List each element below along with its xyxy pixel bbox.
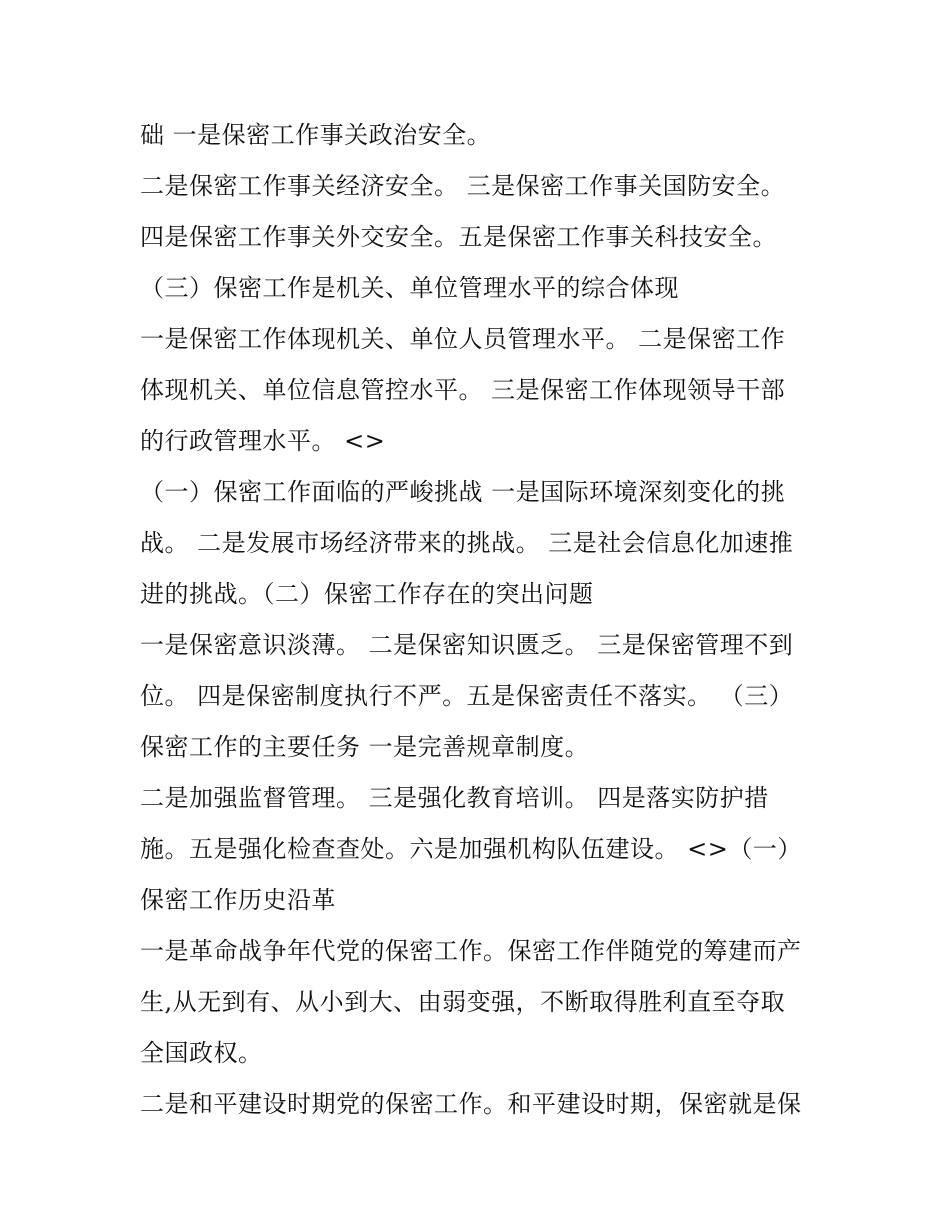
text-line: 一是保密工作体现机关、单位人员管理水平。 二是保密工作 xyxy=(140,325,786,353)
text-line: 体现机关、单位信息管控水平。 三是保密工作体现领导干部 xyxy=(140,376,786,404)
text-line: 保密工作历史沿革 xyxy=(140,886,336,914)
text-line: 全国政权。 xyxy=(140,1039,263,1067)
section-heading: （三）保密工作是机关、单位管理水平的综合体现 xyxy=(140,274,679,302)
text-line: 战。 二是发展市场经济带来的挑战。 三是社会信息化加速推 xyxy=(140,529,794,557)
text-line: 位。 四是保密制度执行不严。五是保密责任不落实。 （三） xyxy=(140,682,794,710)
text-line: 施。五是强化检查查处。六是加强机构队伍建设。 <>（一） xyxy=(140,835,802,863)
text-line: 保密工作的主要任务 一是完善规章制度。 xyxy=(140,733,590,761)
text-line: 一是革命战争年代党的保密工作。保密工作伴随党的筹建而产 xyxy=(140,937,802,965)
text-line: 二是加强监督管理。 三是强化教育培训。 四是落实防护措 xyxy=(140,784,769,812)
document-body xyxy=(140,110,820,1130)
text-line: 一是保密意识淡薄。 二是保密知识匮乏。 三是保密管理不到 xyxy=(140,631,794,659)
text-line: 二是保密工作事关经济安全。 三是保密工作事关国防安全。 xyxy=(140,172,786,200)
text-line: （一）保密工作面临的严峻挑战 一是国际环境深刻变化的挑 xyxy=(140,478,786,506)
text-line: 进的挑战。（二）保密工作存在的突出问题 xyxy=(140,580,594,608)
text-line: 四是保密工作事关外交安全。五是保密工作事关科技安全。 xyxy=(140,223,777,251)
text-line: 础 一是保密工作事关政治安全。 xyxy=(140,121,492,149)
text-line: 的行政管理水平。 <> xyxy=(140,427,386,455)
text-line: 生,从无到有、从小到大、由弱变强，不断取得胜利直至夺取 xyxy=(140,988,786,1016)
text-line: 二是和平建设时期党的保密工作。和平建设时期，保密就是保 xyxy=(140,1090,802,1118)
